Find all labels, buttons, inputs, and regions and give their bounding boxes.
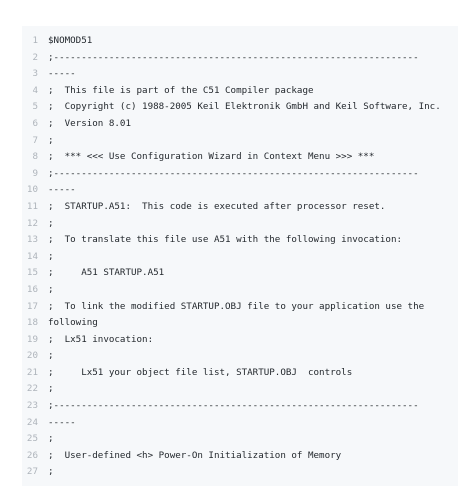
code-line	[22, 66, 458, 83]
code-line	[22, 166, 458, 183]
line-text[interactable]: ;	[48, 217, 54, 229]
line-text[interactable]: ;	[48, 350, 54, 362]
line-number: 9	[32, 167, 38, 179]
line-text[interactable]: -----	[48, 184, 76, 196]
code-line	[22, 199, 458, 216]
line-text[interactable]: ;	[48, 433, 54, 445]
line-text[interactable]: ; To link the modified STARTUP.OBJ file to your application use the	[48, 300, 425, 312]
code-line	[22, 464, 458, 481]
line-number: 12	[26, 217, 38, 229]
line-text[interactable]: ; User-defined <h> Power-On Initialization of Memory	[48, 449, 342, 461]
line-text[interactable]: ;	[48, 134, 54, 146]
line-text[interactable]: ; A51 STARTUP.A51	[48, 267, 165, 279]
code-line	[22, 33, 458, 50]
code-line	[22, 182, 458, 199]
line-text[interactable]: ; Version 8.01	[48, 117, 131, 129]
line-text[interactable]: ;	[48, 383, 54, 395]
line-text[interactable]: ; This file is part of the C51 Compiler package	[48, 84, 314, 96]
code-line	[22, 50, 458, 67]
code-line	[22, 116, 458, 133]
line-text[interactable]: ;------------------------------------------------------------------	[48, 51, 419, 63]
code-line	[22, 448, 458, 465]
line-number: 26	[26, 449, 38, 461]
line-number: 27	[26, 466, 38, 478]
line-number: 24	[26, 416, 38, 428]
line-text[interactable]: ;------------------------------------------------------------------	[48, 167, 419, 179]
line-text[interactable]: ; *** <<< Use Configuration Wizard in Context Menu >>> ***	[48, 151, 375, 163]
line-number: 13	[26, 234, 38, 246]
code-block	[22, 26, 458, 486]
code-line	[22, 83, 458, 100]
code-line	[22, 431, 458, 448]
line-text[interactable]: ; Copyright (c) 1988-2005 Keil Elektronik GmbH and Keil Software, Inc.	[48, 101, 441, 113]
line-number: 17	[26, 300, 38, 312]
code-line	[22, 265, 458, 282]
line-number: 25	[26, 433, 38, 445]
line-text[interactable]: -----	[48, 68, 76, 80]
line-number: 10	[26, 184, 38, 196]
line-number: 7	[32, 134, 38, 146]
code-line	[22, 365, 458, 382]
line-number: 8	[32, 151, 38, 163]
line-text[interactable]: ;	[48, 466, 54, 478]
code-line	[22, 348, 458, 365]
line-text[interactable]: ;	[48, 283, 54, 295]
line-number: 6	[32, 117, 38, 129]
line-number: 14	[26, 250, 38, 262]
line-number: 23	[26, 400, 38, 412]
line-number: 15	[26, 267, 38, 279]
line-text[interactable]: ; STARTUP.A51: This code is executed after processor reset.	[48, 200, 386, 212]
code-line	[22, 282, 458, 299]
code-line	[22, 398, 458, 415]
line-text[interactable]: ;------------------------------------------------------------------	[48, 400, 419, 412]
code-line	[22, 133, 458, 150]
line-text[interactable]: ; Lx51 your object file list, STARTUP.OBJ controls	[48, 366, 353, 378]
code-line	[22, 216, 458, 233]
code-line	[22, 232, 458, 249]
line-number: 21	[26, 366, 38, 378]
line-number: 3	[32, 68, 38, 80]
code-line	[22, 315, 458, 332]
line-number: 22	[26, 383, 38, 395]
line-number: 20	[26, 350, 38, 362]
code-lines	[22, 26, 458, 481]
line-number: 4	[32, 84, 38, 96]
line-text[interactable]: ; Lx51 invocation:	[48, 333, 154, 345]
line-text[interactable]: ;	[48, 250, 54, 262]
code-line	[22, 149, 458, 166]
line-text[interactable]: $NOMOD51	[48, 35, 93, 46]
line-number: 19	[26, 333, 38, 345]
line-number: 2	[32, 51, 38, 63]
line-number: 16	[26, 283, 38, 295]
code-line	[22, 99, 458, 116]
line-text[interactable]: -----	[48, 416, 76, 428]
code-line	[22, 381, 458, 398]
line-number: 1	[32, 35, 38, 46]
code-line	[22, 299, 458, 316]
line-number: 5	[32, 101, 38, 113]
line-number: 11	[26, 200, 38, 212]
code-line	[22, 332, 458, 349]
code-line	[22, 415, 458, 432]
line-text[interactable]: ; To translate this file use A51 with the following invocation:	[48, 234, 403, 246]
line-text[interactable]: following	[48, 317, 98, 329]
line-number: 18	[26, 317, 38, 329]
code-line	[22, 249, 458, 266]
